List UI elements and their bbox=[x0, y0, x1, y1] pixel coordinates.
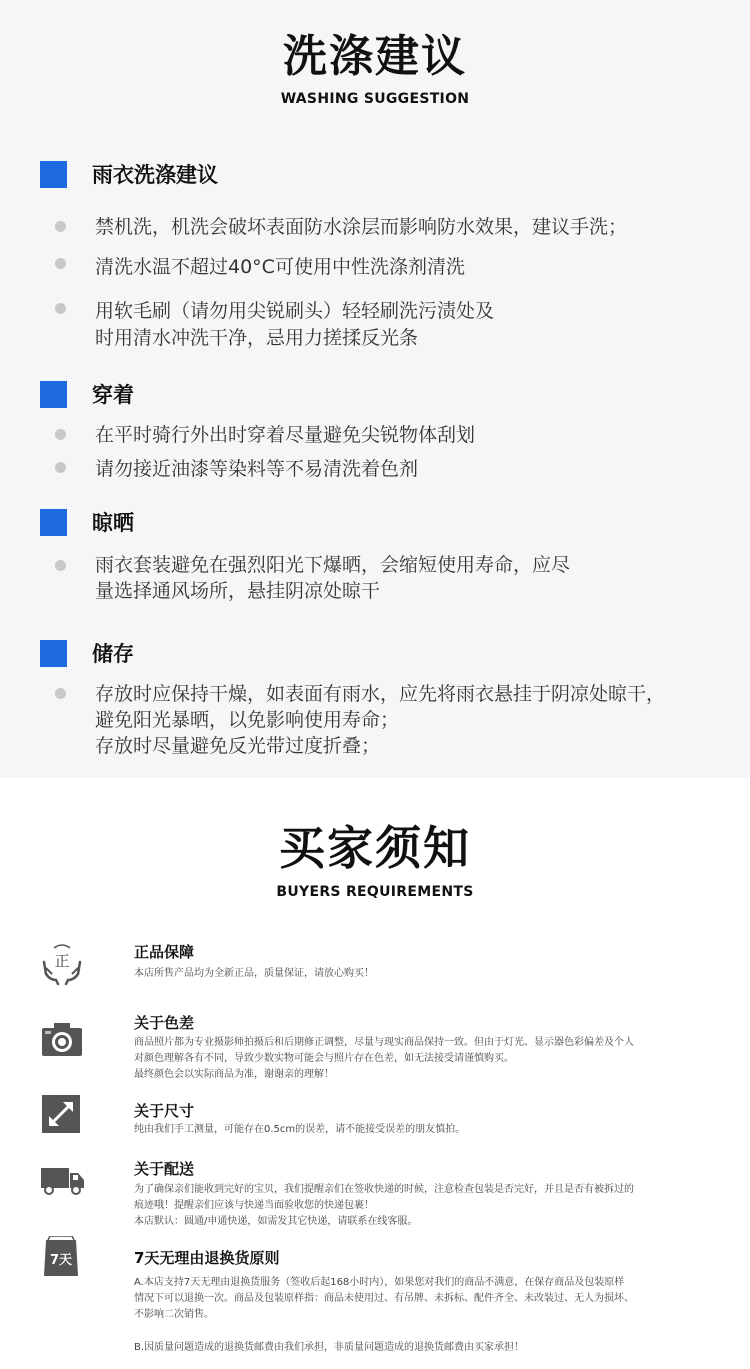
camera-icon bbox=[40, 1018, 84, 1062]
bullet-dot bbox=[55, 560, 66, 571]
list-item-continued: 避免阳光暴晒，以免影响使用寿命； bbox=[95, 709, 400, 731]
req-title-color: 关于色差 bbox=[134, 1014, 195, 1032]
list-item-continued: 存放时尽量避免反光带过度折叠； bbox=[95, 735, 381, 757]
req-text: 为了确保亲们能收到完好的宝贝，我们提醒亲们在签收快递的时候，注意检查包装是否完好，并且是否有被拆过的 bbox=[134, 1184, 634, 1195]
seven-day-bag-icon bbox=[40, 1236, 84, 1280]
req-text: 本店默认：圆通/申通快递，如需发其它快递，请联系在线客服。 bbox=[134, 1216, 418, 1227]
list-item: 存放时应保持干燥，如表面有雨水，应先将雨衣悬挂于阴凉处晾干， bbox=[95, 683, 666, 705]
delivery-truck-icon bbox=[40, 1160, 84, 1204]
section-marker bbox=[40, 381, 67, 408]
req-title-genuine: 正品保障 bbox=[134, 943, 195, 961]
section-title: 储存 bbox=[92, 642, 134, 666]
list-item: 清洗水温不超过40°C可使用中性洗涤剂清洗 bbox=[95, 256, 465, 278]
section-marker bbox=[40, 161, 67, 188]
section-marker bbox=[40, 509, 67, 536]
list-item-continued: 时用清水冲洗干净，忌用力搓揉反光条 bbox=[95, 327, 419, 349]
req-text: A.本店支持7天无理由退换货服务（签收后起168小时内），如果您对我们的商品不满意，在保存商品及包装原样 bbox=[134, 1277, 625, 1288]
bullet-dot bbox=[55, 688, 66, 699]
section-title: 雨衣洗涤建议 bbox=[92, 163, 218, 187]
resize-arrow-icon bbox=[40, 1093, 84, 1137]
list-item-continued: 量选择通风场所，悬挂阴凉处晾干 bbox=[95, 580, 381, 602]
bullet-dot bbox=[55, 429, 66, 440]
section-marker bbox=[40, 640, 67, 667]
req-text: 对颜色理解各有不同，导致少数实物可能会与照片存在色差，如无法接受请谨慎购买。 bbox=[134, 1053, 514, 1064]
req-text: 纯由我们手工测量，可能存在0.5cm的误差，请不能接受误差的朋友慎拍。 bbox=[134, 1124, 466, 1135]
bullet-dot bbox=[55, 258, 66, 269]
buyers-title: 买家须知 bbox=[279, 821, 471, 875]
req-title-delivery: 关于配送 bbox=[134, 1160, 195, 1178]
svg-text:正: 正 bbox=[54, 952, 70, 970]
section-title: 晾晒 bbox=[92, 511, 134, 535]
list-item: 在平时骑行外出时穿着尽量避免尖锐物体刮划 bbox=[95, 424, 476, 446]
bullet-dot bbox=[55, 221, 66, 232]
req-text: 痕迹哦！提醒亲们应该与快递当面验收您的快递包裹！ bbox=[134, 1200, 374, 1211]
list-item: 禁机洗，机洗会破坏表面防水涂层而影响防水效果，建议手洗； bbox=[95, 216, 628, 238]
req-title-size: 关于尺寸 bbox=[134, 1102, 195, 1120]
bullet-dot bbox=[55, 303, 66, 314]
req-title-return: 7天无理由退换货原则 bbox=[134, 1249, 280, 1267]
req-text: 最终颜色会以实际商品为准，谢谢亲的理解！ bbox=[134, 1069, 334, 1080]
washing-subtitle: WASHING SUGGESTION bbox=[280, 91, 470, 107]
buyers-subtitle: BUYERS REQUIREMENTS bbox=[276, 884, 474, 900]
list-item: 雨衣套装避免在强烈阳光下爆晒，会缩短使用寿命，应尽 bbox=[95, 554, 571, 576]
req-text: 本店所售产品均为全新正品，质量保证，请放心购买！ bbox=[134, 968, 374, 979]
washing-title: 洗涤建议 bbox=[283, 31, 467, 82]
list-item: 用软毛刷（请勿用尖锐刷头）轻轻刷洗污渍处及 bbox=[95, 300, 495, 322]
req-text: 不影响二次销售。 bbox=[134, 1309, 214, 1320]
bullet-dot bbox=[55, 462, 66, 473]
genuine-hands-icon bbox=[40, 944, 84, 988]
req-text: 情况下可以退换一次。商品及包装原样指：商品未使用过、有吊牌、未拆标、配件齐全、未改装过、无人为损坏、 bbox=[134, 1293, 634, 1304]
list-item: 请勿接近油漆等染料等不易清洗着色剂 bbox=[95, 458, 419, 480]
section-title: 穿着 bbox=[92, 383, 134, 407]
req-text: B.因质量问题造成的退换货邮费由我们承担，非质量问题造成的退换货邮费由买家承担！ bbox=[134, 1342, 525, 1353]
svg-text:7天: 7天 bbox=[49, 1253, 73, 1268]
req-text: 商品照片都为专业摄影师拍摄后和后期修正调整，尽量与现实商品保持一致。但由于灯光、显示器色彩偏差及个人 bbox=[134, 1037, 634, 1048]
